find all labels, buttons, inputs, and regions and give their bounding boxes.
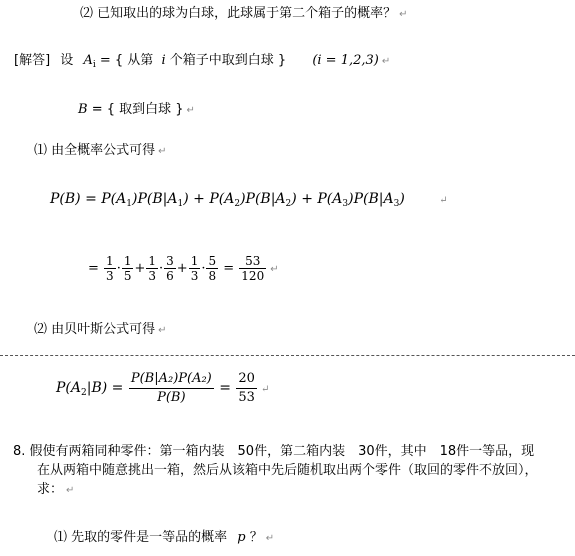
let-word: 设 bbox=[60, 53, 74, 68]
total-probability-formula: $P(B) = P(A_1)P(B|A_1) + P(A_2)P(B|A_2) + P(A_3)P(B|A_3)$ ↵ bbox=[50, 191, 448, 209]
q2-line bbox=[80, 6, 408, 23]
event-a-symbol: $A_i$ bbox=[83, 53, 96, 70]
bayes-result: $\frac{20}{53}$ bbox=[238, 370, 255, 405]
problem8-line2: 在从两箱中随意挑出一箱，然后从该箱中先后随机取出两个零件（取回的零件不放回）， bbox=[37, 463, 538, 478]
return-mark-icon: ↵ bbox=[439, 195, 448, 206]
part2-text: ⑵ 由贝叶斯公式可得 bbox=[34, 322, 156, 337]
bayes-fraction: $\frac{\text{P(B|A₂)P(A₂)}}{P(B)}$ bbox=[130, 370, 212, 405]
part1-text: ⑴ 由全概率公式可得 bbox=[34, 143, 156, 158]
result-fraction: $\frac{53}{120}$ bbox=[241, 254, 265, 283]
fraction: $\frac{1}{3}$ bbox=[190, 254, 199, 283]
return-mark-icon: ↵ bbox=[260, 384, 270, 395]
index-range: (i = 1,2,3) bbox=[312, 53, 379, 68]
return-mark-icon: ↵ bbox=[66, 485, 75, 496]
dashed-divider bbox=[0, 355, 575, 356]
formula-lhs: P(B) = bbox=[50, 191, 97, 207]
event-a-desc: { 从第 bbox=[114, 53, 154, 68]
fraction: $\frac{1}{3}$ bbox=[148, 254, 157, 283]
return-mark-icon: ↵ bbox=[381, 56, 391, 67]
bayes-formula: $P(A_2|B)$ = $\frac{\text{P(B|A₂)P(A₂)}}{P(B)}$ = $\frac{20}{53}$ ↵ bbox=[56, 370, 270, 405]
fraction: $\frac{1}{3}$ bbox=[106, 254, 114, 283]
part1-label bbox=[34, 143, 167, 160]
numeric-calculation: = $\frac{1}{3}$ · $\frac{1}{5}$ + $\frac{1}{3}$ · $\frac{3}{6}$ + $\frac{1}{3}$ · $\frac{5}{8}$ = $\frac{53}{120}$ ↵ bbox=[88, 254, 279, 283]
return-mark-icon: ↵ bbox=[270, 264, 279, 275]
problem8-line1: 8. 假使有两箱同种零件：第一箱内装 50件，第二箱内装 30件，其中 18件一等品，现 bbox=[13, 444, 535, 459]
solution-def-line: [解答] 设 $A_i$ = { 从第 i 个箱子中取到白球 } (i = 1,2,3) ↵ bbox=[14, 53, 391, 70]
index-i: i bbox=[161, 53, 166, 68]
return-mark-icon: ↵ bbox=[265, 533, 275, 544]
fraction: $\frac{3}{6}$ bbox=[166, 254, 174, 283]
variable-p: p bbox=[237, 530, 246, 545]
return-mark-icon: ↵ bbox=[186, 105, 195, 116]
bayes-lhs: P(A bbox=[56, 380, 81, 396]
problem8-line3: 求： ↵ bbox=[37, 482, 75, 497]
fraction: $\frac{1}{5}$ bbox=[123, 254, 132, 283]
solution-tag: [解答] bbox=[14, 53, 51, 68]
event-b-line bbox=[78, 102, 195, 119]
q2-text: ⑵ 已知取出的球为白球，此球属于第二个箱子的概率？ bbox=[80, 6, 397, 21]
event-a-tail: 个箱子中取到白球 } bbox=[169, 53, 287, 68]
part2-label bbox=[34, 322, 167, 339]
return-mark-icon: ↵ bbox=[158, 325, 167, 336]
return-mark-icon: ↵ bbox=[399, 9, 408, 20]
return-mark-icon: ↵ bbox=[158, 146, 167, 157]
event-b-def: = { 取到白球 } bbox=[91, 102, 184, 117]
problem8-sub1: ⑴ 先取的零件是一等品的概率 p ？ ↵ bbox=[54, 530, 275, 545]
fraction: $\frac{5}{8}$ bbox=[208, 254, 217, 283]
event-b-symbol: B bbox=[78, 102, 88, 117]
